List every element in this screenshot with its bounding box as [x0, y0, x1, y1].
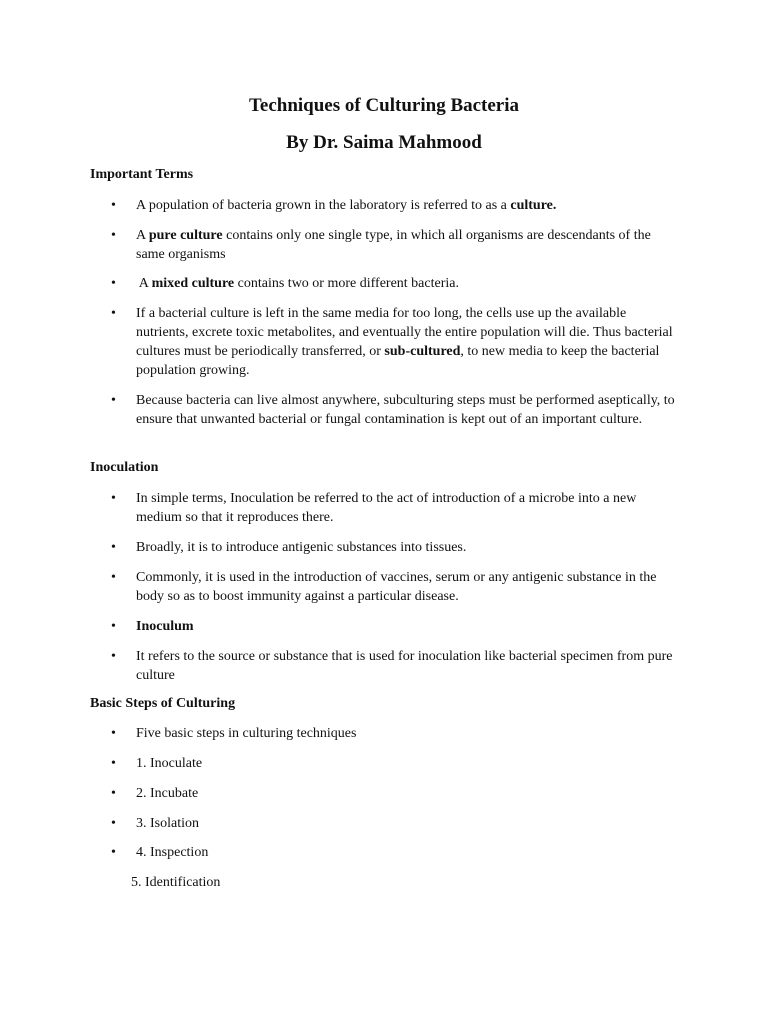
list-item-text: Inoculum: [136, 619, 194, 634]
list-item-text: Because bacteria can live almost anywhere, subculturing steps must be performed aseptically, to ensure that unwanted bacterial or fungal contamination is kept out of an important culture.: [136, 393, 675, 427]
list-item-text: Commonly, it is used in the introduction of vaccines, serum or any antigenic substance in the body so as to boost immunity against a particular disease.: [136, 570, 657, 604]
list-item-text: Broadly, it is to introduce antigenic substances into tissues.: [136, 540, 467, 555]
bullet-marker: •: [111, 816, 116, 831]
list-item: [111, 617, 681, 636]
bullet-marker: •: [111, 845, 116, 860]
list-item-text: It refers to the source or substance that is used for inoculation like bacterial specimen from pure culture: [136, 649, 673, 683]
bullet-marker: •: [111, 786, 116, 801]
list-item: [111, 814, 681, 833]
list-item: [111, 538, 681, 557]
list-item: [111, 724, 681, 743]
list-item: [111, 843, 681, 862]
bullet-marker: •: [111, 726, 116, 741]
list-item: [111, 274, 681, 293]
author-line: By Dr. Saima Mahmood: [286, 132, 482, 153]
section-heading-inoculation: Inoculation: [90, 460, 159, 475]
bullet-marker: •: [111, 228, 116, 243]
step-identification-line: 5. Identification: [131, 875, 221, 890]
list-item-text: Five basic steps in culturing techniques: [136, 726, 357, 741]
document-title: Techniques of Culturing Bacteria: [248, 95, 520, 116]
bullet-marker: •: [111, 393, 116, 408]
list-item-text: 2. Incubate: [136, 786, 199, 801]
list-item: [111, 754, 681, 773]
bullet-marker: •: [111, 198, 116, 213]
bullet-marker: •: [111, 491, 116, 506]
bullet-marker: •: [111, 540, 116, 555]
list-item: [111, 784, 681, 803]
list-item-text: A mixed culture contains two or more different bacteria.: [136, 276, 459, 291]
list-item: [111, 391, 681, 429]
list-item: [111, 226, 681, 264]
list-item: [111, 304, 681, 380]
list-item: [111, 489, 681, 527]
list-item: [111, 568, 681, 606]
list-item-text: A population of bacteria grown in the laboratory is referred to as a culture.: [136, 198, 557, 213]
bullet-marker: •: [111, 756, 116, 771]
bullet-marker: •: [111, 649, 116, 664]
list-item-text: In simple terms, Inoculation be referred to the act of introduction of a microbe into a new medium so that it reproduces there.: [136, 491, 637, 525]
list-item-text: A pure culture contains only one single type, in which all organisms are descendants of the same organisms: [136, 228, 651, 262]
bullet-marker: •: [111, 619, 116, 634]
list-item-text: 1. Inoculate: [136, 756, 203, 771]
section-heading-basic-steps: Basic Steps of Culturing: [90, 696, 236, 711]
list-item-text: 3. Isolation: [136, 816, 199, 831]
bullet-marker: •: [111, 570, 116, 585]
section-heading-important-terms: Important Terms: [90, 167, 194, 182]
list-item-text: 4. Inspection: [136, 845, 209, 860]
bullet-marker: •: [111, 306, 116, 321]
list-item: [111, 647, 681, 685]
list-item-text: If a bacterial culture is left in the same media for too long, the cells use up the available nutrients, excrete toxic metabolites, and eventually the entire population will die. Thus bacterial cultures must be periodically transferred, or sub-cultured, to new media to keep the bacterial population growing.: [136, 306, 673, 378]
list-item: [111, 196, 681, 215]
bullet-marker: •: [111, 276, 116, 291]
